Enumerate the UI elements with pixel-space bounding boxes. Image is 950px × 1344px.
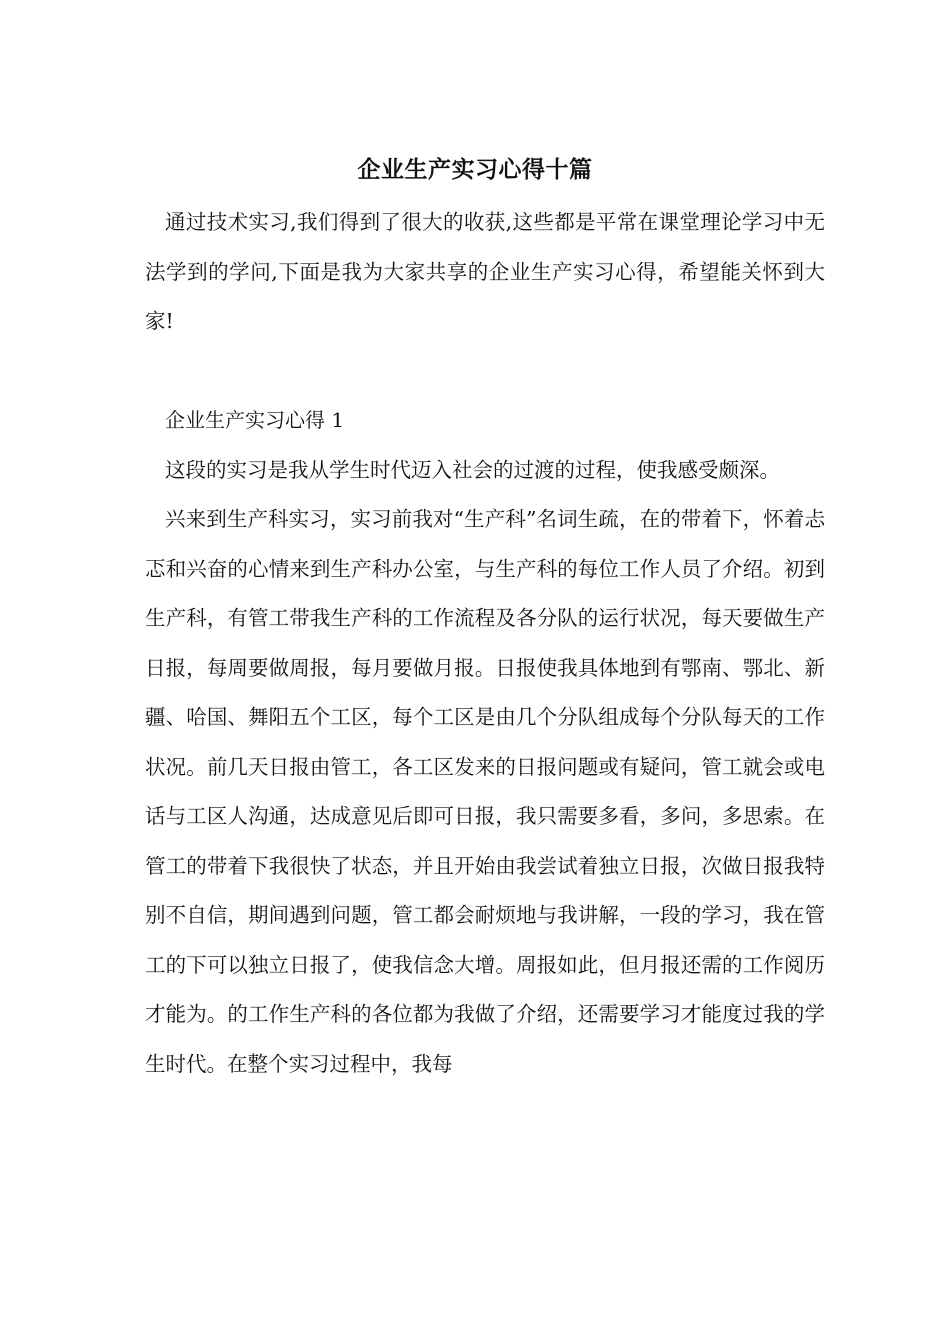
body-paragraph: 这段的实习是我从学生时代迈入社会的过渡的过程，使我感受颇深。 xyxy=(165,457,780,482)
blank-line xyxy=(145,347,825,397)
document-title: 企业生产实习心得十篇 xyxy=(357,157,593,183)
intro-paragraph: 通过技术实习,我们得到了很大的收获,这些都是平常在课堂理论学习中无法学到的学问,下面是我为大家共享的企业生产实习心得，希望能关怀到大家! xyxy=(145,210,825,333)
document-body xyxy=(145,198,825,1089)
section-heading: 企业生产实习心得 1 xyxy=(165,408,345,432)
body-paragraph: 兴来到生产科实习，实习前我对“生产科”名词生疏，在的带着下，怀着忐忑和兴奋的心情来到生产科办公室，与生产科的每位工作人员了介绍。初到生产科，有管工带我生产科的工作流程及各分队的运行状况，每天要做生产日报，每周要做周报，每月要做月报。日报使我具体地到有鄂南、鄂北、新疆、哈国、舞阳五个工区，每个工区是由几个分队组成每个分队每天的工作状况。前几天日报由管工，各工区发来的日报问题或有疑问，管工就会或电话与工区人沟通，达成意见后即可日报，我只需要多看，多问，多思索。在管工的带着下我很快了状态，并且开始由我尝试着独立日报，次做日报我特别不自信，期间遇到问题，管工都会耐烦地与我讲解，一段的学习，我在管工的下可以独立日报了，使我信念大增。周报如此，但月报还需的工作阅历才能为。的工作生产科的各位都为我做了介绍，还需要学习才能度过我的学生时代。在整个实习过程中，我每 xyxy=(145,507,825,1076)
